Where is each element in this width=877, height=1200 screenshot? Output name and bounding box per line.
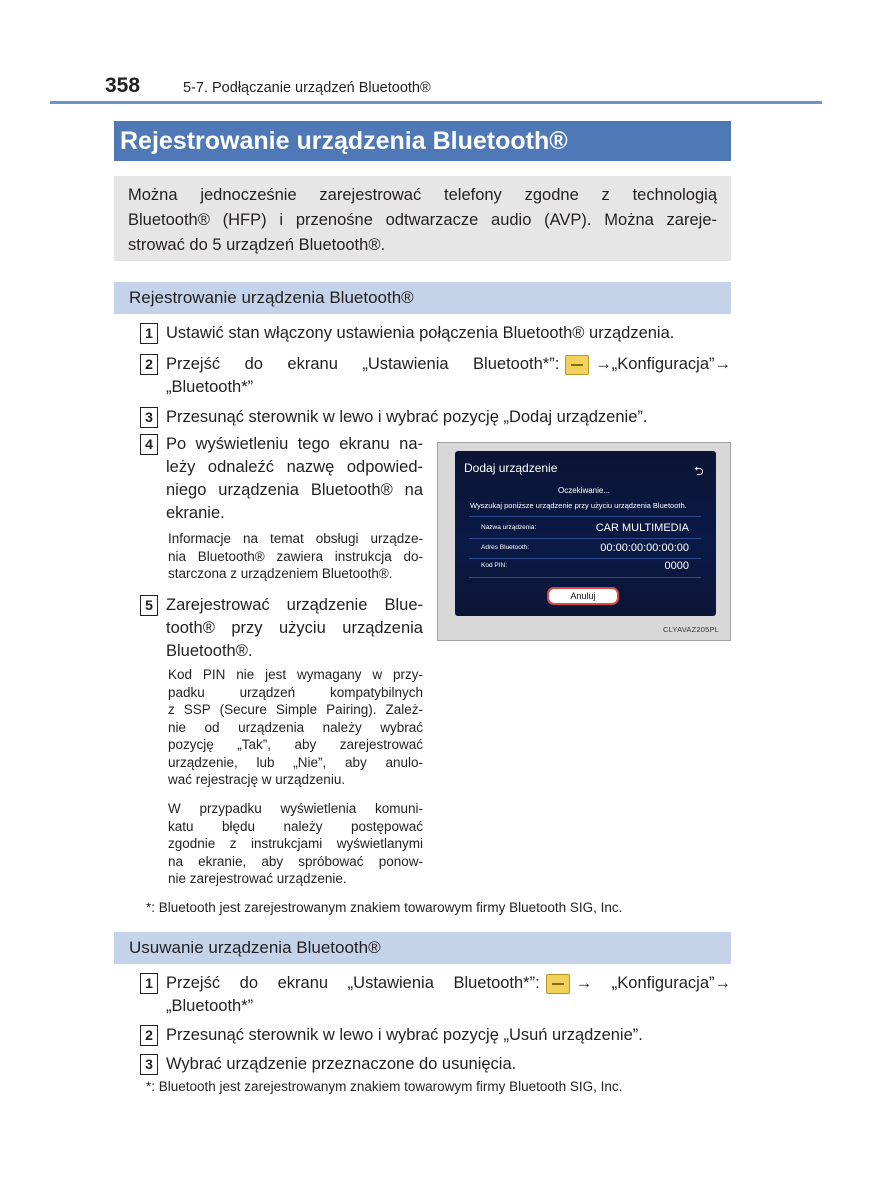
screen-row-bluetooth-address xyxy=(469,540,701,557)
note-line: z SSP (Secure Simple Pairing). Zależ- xyxy=(168,702,423,717)
step-text xyxy=(166,594,423,663)
menu-button-icon xyxy=(546,974,570,994)
intro-line: Bluetooth® (HFP) i przenośne odtwarzacze audio (AVP). Można zareje- xyxy=(128,211,717,229)
section-heading-delete: Usuwanie urządzenia Bluetooth® xyxy=(114,932,731,964)
note-line: pozycję „Tak”, aby zarejestrować xyxy=(168,737,423,752)
footnote: *: Bluetooth jest zarejestrowanym znakiem towarowym firmy Bluetooth SIG, Inc. xyxy=(146,1079,623,1094)
screen-row-device-name xyxy=(469,520,701,537)
step-text-cont: „Bluetooth*” xyxy=(166,378,254,396)
step-number: 1 xyxy=(140,323,158,344)
note-line: nie od urządzenia należy wybrać xyxy=(168,719,423,735)
note-line: starczona z urządzeniem Bluetooth®. xyxy=(168,566,393,581)
cancel-button[interactable]: Anuluj xyxy=(547,587,619,605)
step-number: 3 xyxy=(140,1054,158,1075)
step-item xyxy=(140,433,423,525)
row-value: 00:00:00:00:00:00 xyxy=(600,542,689,554)
note-step-4 xyxy=(168,530,423,583)
note-line: padku urządzeń kompatybilnych xyxy=(168,684,423,700)
step-number: 3 xyxy=(140,407,158,428)
image-code: CLYAVAZ205PL xyxy=(663,625,720,634)
note-line: Kod PIN nie jest wymagany w przy- xyxy=(168,667,423,682)
step-text: Wybrać urządzenie przeznaczone do usunięcia. xyxy=(166,1055,517,1073)
page-title: Rejestrowanie urządzenia Bluetooth® xyxy=(114,121,731,161)
step-item xyxy=(140,1053,731,1076)
note-line: zgodnie z instrukcjami wyświetlanymi xyxy=(168,836,423,851)
intro-line: strować do 5 urządzeń Bluetooth®. xyxy=(128,236,386,254)
step-number: 1 xyxy=(140,973,158,994)
intro-box xyxy=(114,176,731,261)
note-line: urządzenie, lub „Nie”, aby anulo- xyxy=(168,754,423,770)
step-line: Bluetooth®. xyxy=(166,642,253,660)
step-number: 4 xyxy=(140,434,158,455)
step-line: niego urządzenia Bluetooth® na xyxy=(166,481,423,499)
step-item xyxy=(140,406,731,429)
step-line: leży odnaleźć nazwę odpowied- xyxy=(166,458,423,476)
step-text xyxy=(166,972,731,995)
step-item xyxy=(140,972,731,1018)
step-text-part: →„Konfiguracja”→ xyxy=(595,355,731,373)
step-line: Po wyświetleniu tego ekranu na- xyxy=(166,435,423,453)
note-line: W przypadku wyświetlenia komuni- xyxy=(168,801,423,816)
step-line: tooth® przy użyciu urządzenia xyxy=(166,619,423,637)
step-text-part: Przejść do ekranu „Ustawienia Bluetooth*”: xyxy=(166,355,560,373)
step-text xyxy=(166,353,731,376)
note-line: na ekranie, aby spróbować ponow- xyxy=(168,853,423,869)
step-item xyxy=(140,594,423,663)
running-head: 5-7. Podłączanie urządzeń Bluetooth® xyxy=(183,80,431,96)
step-text xyxy=(166,433,423,525)
step-text-part: Przejść do ekranu „Ustawienia Bluetooth*”: xyxy=(166,974,540,992)
step-text-cont: „Bluetooth*” xyxy=(166,997,254,1015)
row-label: Kod PIN: xyxy=(481,562,508,569)
row-label: Nazwa urządzenia: xyxy=(481,524,537,531)
screen-divider xyxy=(469,516,701,517)
step-text-part: → „Konfiguracja”→ xyxy=(575,974,731,992)
screen-message: Wyszukaj poniższe urządzenie przy użyciu urządzenia Bluetooth. xyxy=(470,501,687,510)
step-number: 2 xyxy=(140,1025,158,1046)
step-text: Ustawić stan włączony ustawienia połączenia Bluetooth® urządzenia. xyxy=(166,324,675,342)
footnote: *: Bluetooth jest zarejestrowanym znakiem towarowym firmy Bluetooth SIG, Inc. xyxy=(146,900,623,915)
note-line: wać rejestrację w urządzeniu. xyxy=(168,772,346,787)
note-line: katu błędu należy postępować xyxy=(168,818,423,834)
note-step-5-pin xyxy=(168,666,423,789)
step-item xyxy=(140,1024,731,1047)
step-number: 2 xyxy=(140,354,158,375)
step-text: Przesunąć sterownik w lewo i wybrać pozycję „Usuń urządzenie”. xyxy=(166,1026,643,1044)
note-step-5-error xyxy=(168,800,423,888)
step-number: 5 xyxy=(140,595,158,616)
screen-waiting-text: Oczekiwanie... xyxy=(558,486,611,495)
row-label: Adres Bluetooth: xyxy=(481,544,530,551)
step-line: Zarejestrować urządzenie Blue- xyxy=(166,596,423,614)
note-line: nia Bluetooth® zawiera instrukcja do- xyxy=(168,548,423,564)
step-line: ekranie. xyxy=(166,504,225,522)
back-icon[interactable]: ⮌ xyxy=(694,464,704,478)
row-value: 0000 xyxy=(664,560,689,572)
step-item xyxy=(140,322,731,345)
screen-row-pin xyxy=(469,558,701,575)
note-line: Informacje na temat obsługi urządze- xyxy=(168,531,423,546)
note-line: nie zarejestrować urządzenie. xyxy=(168,871,347,886)
step-text: Przesunąć sterownik w lewo i wybrać pozycję „Dodaj urządzenie”. xyxy=(166,408,648,426)
menu-button-icon xyxy=(565,355,589,375)
intro-line: Można jednocześnie zarejestrować telefony zgodne z technologią xyxy=(128,186,717,204)
step-item xyxy=(140,353,731,399)
screen-divider xyxy=(469,577,701,578)
screen-divider xyxy=(469,538,701,539)
section-heading-register: Rejestrowanie urządzenia Bluetooth® xyxy=(114,282,731,314)
screen-title: Dodaj urządzenie xyxy=(464,461,558,475)
page-number: 358 xyxy=(105,74,141,97)
row-value: CAR MULTIMEDIA xyxy=(595,522,689,534)
header-rule xyxy=(50,101,822,104)
